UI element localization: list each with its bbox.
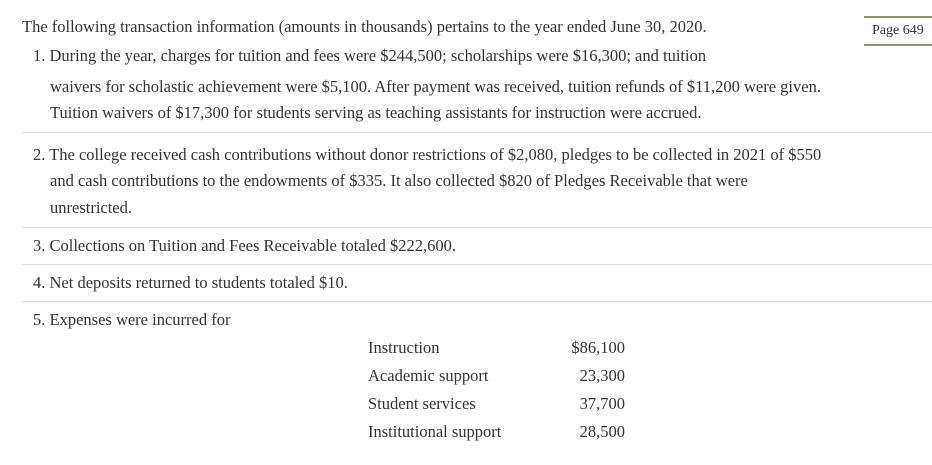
item-1-line-2: waivers for scholastic achievement were $5,100. After payment was received, tuition refunds of $11,200 were given. — [50, 77, 821, 96]
item-2-line-3: unrestricted. — [50, 198, 133, 217]
separator-3 — [22, 264, 932, 265]
item-4-line-1: 4. Net deposits returned to students totaled $10. — [33, 273, 348, 292]
page-number-badge — [864, 16, 932, 46]
item-2-line-1: 2. The college received cash contributions without donor restrictions of $2,080, pledges to be collected in 2021 of $550 — [33, 145, 822, 164]
intro-text: The following transaction information (amounts in thousands) pertains to the year ended June 30, 2020. — [22, 17, 707, 36]
item-2-line-2: and cash contributions to the endowments of $335. It also collected $820 of Pledges Receivable that were — [50, 171, 748, 190]
expense-label: Instruction — [368, 338, 440, 357]
expense-label: Institutional support — [368, 422, 502, 441]
separator-4 — [22, 301, 932, 302]
separator-1 — [22, 132, 932, 133]
expense-amount: 37,700 — [579, 394, 625, 413]
item-1-line-3: Tuition waivers of $17,300 for students serving as teaching assistants for instruction were accrued. — [50, 103, 702, 122]
page-number-label: Page 649 — [872, 23, 924, 38]
expense-amount: 28,500 — [579, 422, 625, 441]
item-5-line-1: 5. Expenses were incurred for — [33, 310, 231, 329]
separator-2 — [22, 227, 932, 228]
expense-amount: $86,100 — [571, 338, 625, 357]
expense-label: Academic support — [368, 366, 489, 385]
item-3-line-1: 3. Collections on Tuition and Fees Receivable totaled $222,600. — [33, 236, 456, 255]
expense-label: Student services — [368, 394, 476, 413]
expense-amount: 23,300 — [579, 366, 625, 385]
item-1-line-1: 1. During the year, charges for tuition and fees were $244,500; scholarships were $16,300; and tuition — [33, 46, 707, 65]
